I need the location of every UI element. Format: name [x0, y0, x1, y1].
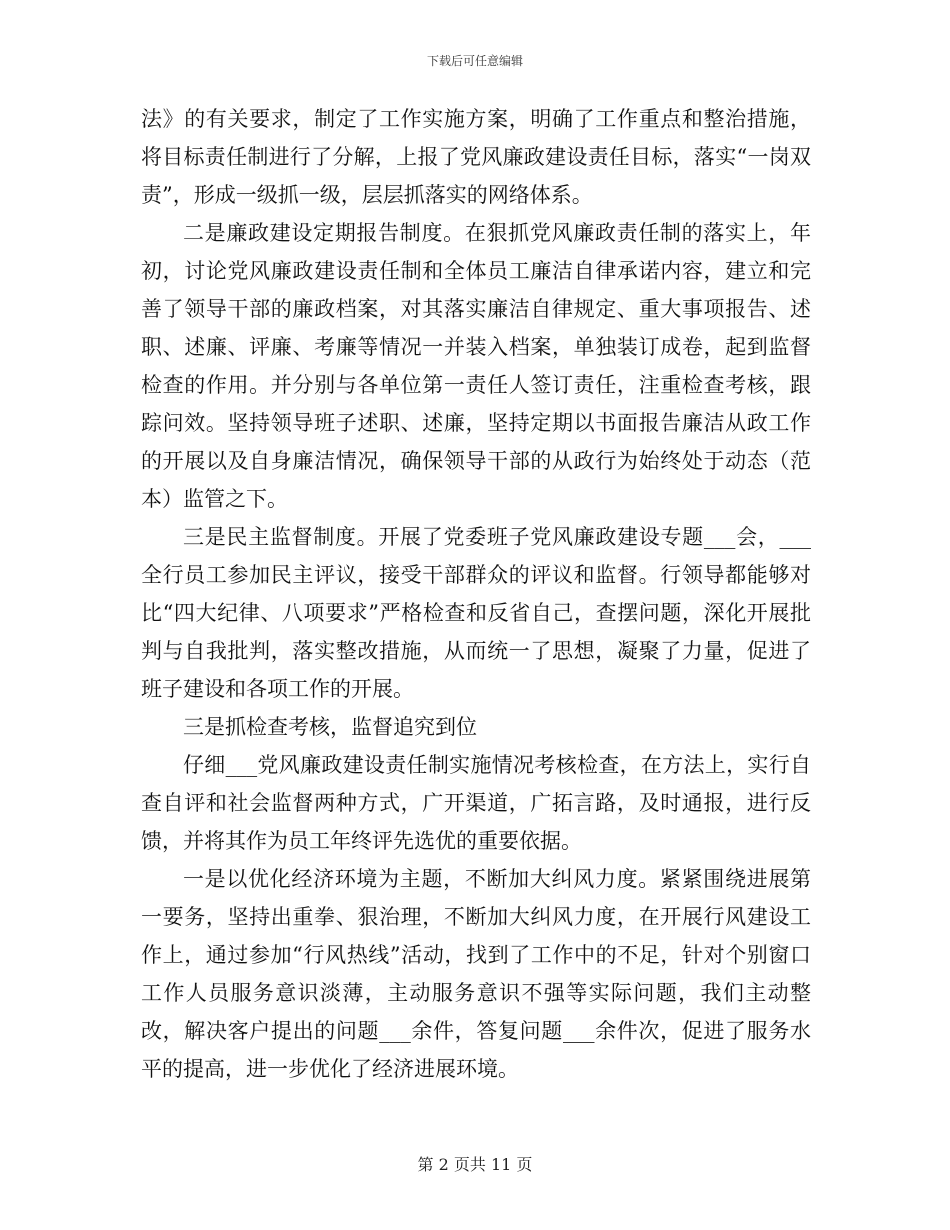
- paragraph: 一是以优化经济环境为主题，不断加大纠风力度。紧紧围绕进展第一要务，坚持出重拳、狠治理，不断加大纠风力度，在开展行风建设工作上，通过参加“行风热线”活动，找到了工作中的不足，针对个别窗口工作人员服务意识淡薄，主动服务意识不强等实际问题，我们主动整改，解决客户提出的问题___余件，答复问题___余件次，促进了服务水平的提高，进一步优化了经济进展环境。: [141, 867, 811, 1081]
- paragraph: 三是民主监督制度。开展了党委班子党风廉政建设专题___会，___全行员工参加民主评议，接受干部群众的评议和监督。行领导都能够对比“四大纪律、八项要求”严格检查和反省自己，查摆问题，深化开展批判与自我批判，落实整改措施，从而统一了思想，凝聚了力量，促进了班子建设和各项工作的开展。: [141, 525, 811, 701]
- section-heading: 三是抓检查考核，监督追究到位: [183, 715, 477, 739]
- paragraph: 法》的有关要求，制定了工作实施方案，明确了工作重点和整治措施，将目标责任制进行了分解，上报了党风廉政建设责任目标，落实“一岗双责”，形成一级抓一级，层层抓落实的网络体系。: [141, 107, 811, 207]
- document-body: [141, 100, 811, 1088]
- page-header: 下载后可任意编辑: [426, 54, 523, 68]
- paragraph: 二是廉政建设定期报告制度。在狠抓党风廉政责任制的落实上，年初，讨论党风廉政建设责任制和全体员工廉洁自律承诺内容，建立和完善了领导干部的廉政档案，对其落实廉洁自律规定、重大事项报告、述职、述廉、评廉、考廉等情况一并装入档案，单独装订成卷，起到监督检查的作用。并分别与各单位第一责任人签订责任，注重检查考核，跟踪问效。坚持领导班子述职、述廉，坚持定期以书面报告廉洁从政工作的开展以及自身廉洁情况，确保领导干部的从政行为始终处于动态（范本）监管之下。: [141, 221, 811, 511]
- page-number: 第 2 页共 11 页: [417, 1155, 533, 1174]
- paragraph: 仔细___党风廉政建设责任制实施情况考核检查，在方法上，实行自查自评和社会监督两种方式，广开渠道，广拓言路，及时通报，进行反馈，并将其作为员工年终评先选优的重要依据。: [141, 753, 811, 853]
